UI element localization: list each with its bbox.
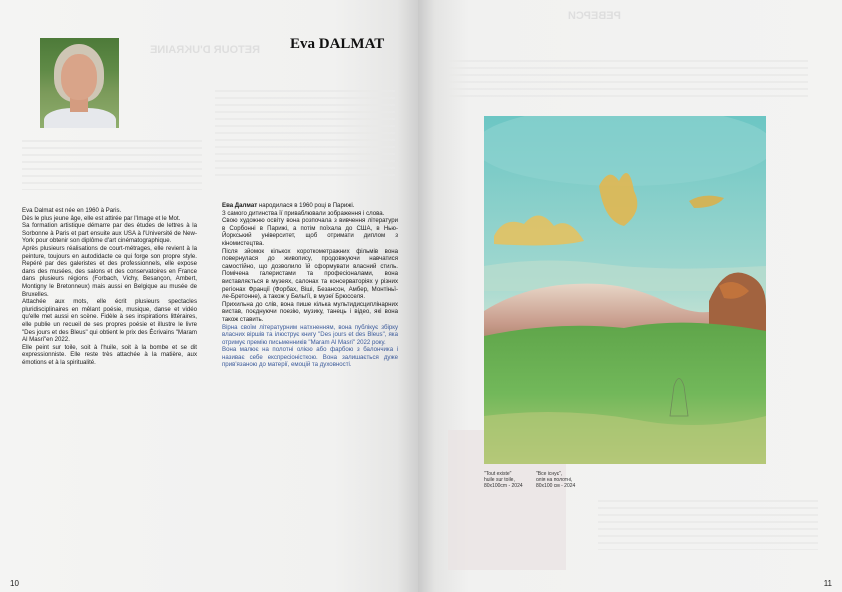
painting-tout-existe (484, 116, 766, 464)
ua-paragraph: З самого дитинства її приваблювали зображення і слова. (222, 209, 385, 217)
ua-paragraph-highlight: Вірна своїм літературним натхненням, вона публікує збірку власних віршів та ілюструє книгу "Des jours et des Bleus", яка отримує премію письменників "Maram Al Masri" 2022 року. (222, 323, 398, 346)
ua-paragraph: Свою художню освіту вона розпочала з вивчення літератури в Сорбонні в Парижі, а потім поїхала до США, в Нью-Йоркський університет, щоб отримати диплом з кіномистецтва. (222, 217, 398, 247)
fr-paragraph: Dès le plus jeune âge, elle est attirée par l'Image et le Mot. (22, 214, 181, 222)
bleed-through-text (215, 90, 395, 180)
caption-ukrainian (536, 471, 575, 489)
ua-paragraph: Прихильна до слів, вона пише кілька мультидисциплінарних вистав, поєднуючи поезію, музику, танець і відео, які вона також ставить. (222, 300, 398, 323)
bleed-through-heading: RETOUR D'UKRAINE (150, 44, 260, 56)
left-page (0, 0, 418, 592)
ua-first-line (222, 202, 398, 210)
ua-birth-text: народилася в 1960 році в Парижі. (257, 202, 355, 209)
caption-french (484, 471, 523, 489)
french-biography (22, 207, 197, 366)
bleed-through-heading: РЕВЕРСИ (568, 10, 621, 22)
ua-paragraph-highlight: Вона малює на полотні олією або фарбою з балончика і називає себе експресіоністкою. Вона залишається дуже прив'язаною до матерії, емоцій та духовності. (222, 346, 398, 369)
fr-paragraph: Après plusieurs réalisations de court-métrages, elle revient à la peinture, toujours en autodidacte ce qui forge son propre style. Repéré par des galeristes et des professionnels, elle expose dans des musées, des salons et des conservatoires en France dans plusieurs régions (Forbach, Vichy, Besançon, Ambert, Montigny le Bretonneux) mais aussi en Belgique au musée de Bruxelles. (22, 244, 197, 298)
ua-artist-name: Ева Далмат (222, 202, 258, 209)
fr-paragraph: Attachée aux mots, elle écrit plusieurs spectacles pluridisciplinaires en mêlant poésie, musique, danse et vidéo qu'elle met aussi en scène. Fidèle à ses inspirations littéraires, elle publie un recueil de ses propres poésie et illustre le livre "Des jours et des Bleus" qui obtient le prix des Écrivains "Maram Al Masri"en 2022. (22, 298, 197, 344)
artist-name: Eva DALMAT (290, 36, 385, 52)
fr-paragraph: Sa formation artistique démarre par des études de lettres à la Sorbonne à Paris et part ensuite aux USA à l'Université de New-York pour obtenir son diplôme d'art cinématographique. (22, 222, 197, 245)
caption-fr-medium: huile sur toile, (484, 477, 515, 483)
caption-ua-size-year: 80x100 см - 2024 (536, 483, 576, 489)
page-number-left: 10 (10, 579, 19, 588)
caption-fr-title: "Tout existe" (484, 471, 512, 477)
ukrainian-biography (222, 202, 398, 369)
fr-paragraph: Eva Dalmat est née en 1960 à Paris. (22, 207, 122, 214)
bleed-through-text (448, 60, 808, 100)
fr-paragraph: Elle peint sur toile, soit à l'huile, soit à la bombe et se dit expressionniste. Elle reste très attachée à la matière, aux émotions et à la spiritualité. (22, 343, 197, 366)
caption-ua-medium: олія на полотні, (536, 477, 573, 483)
bleed-through-text (598, 500, 818, 550)
page-number-right: 11 (823, 579, 832, 588)
ua-paragraph: Після зйомок кількох короткометражних фільмів вона повернулася до живопису, продовжуючи навчатися самостійно, що дозволило їй сформувати власний стиль. Помічена галеристами та професіоналами, вона виставляється в музеях, салонах та консерваторіях у різних регіонах Франції (Форбах, Віші, Безансон, Амбер, Монтіньї-ле-Бретонне), а також у Бельгії, в музеї Брюсселя. (222, 247, 398, 301)
caption-fr-size-year: 80x100cm - 2024 (484, 483, 523, 489)
painting-artwork (484, 116, 766, 464)
artist-portrait (40, 38, 119, 128)
bleed-through-text (22, 140, 202, 190)
caption-ua-title: "Все існує", (536, 471, 563, 477)
